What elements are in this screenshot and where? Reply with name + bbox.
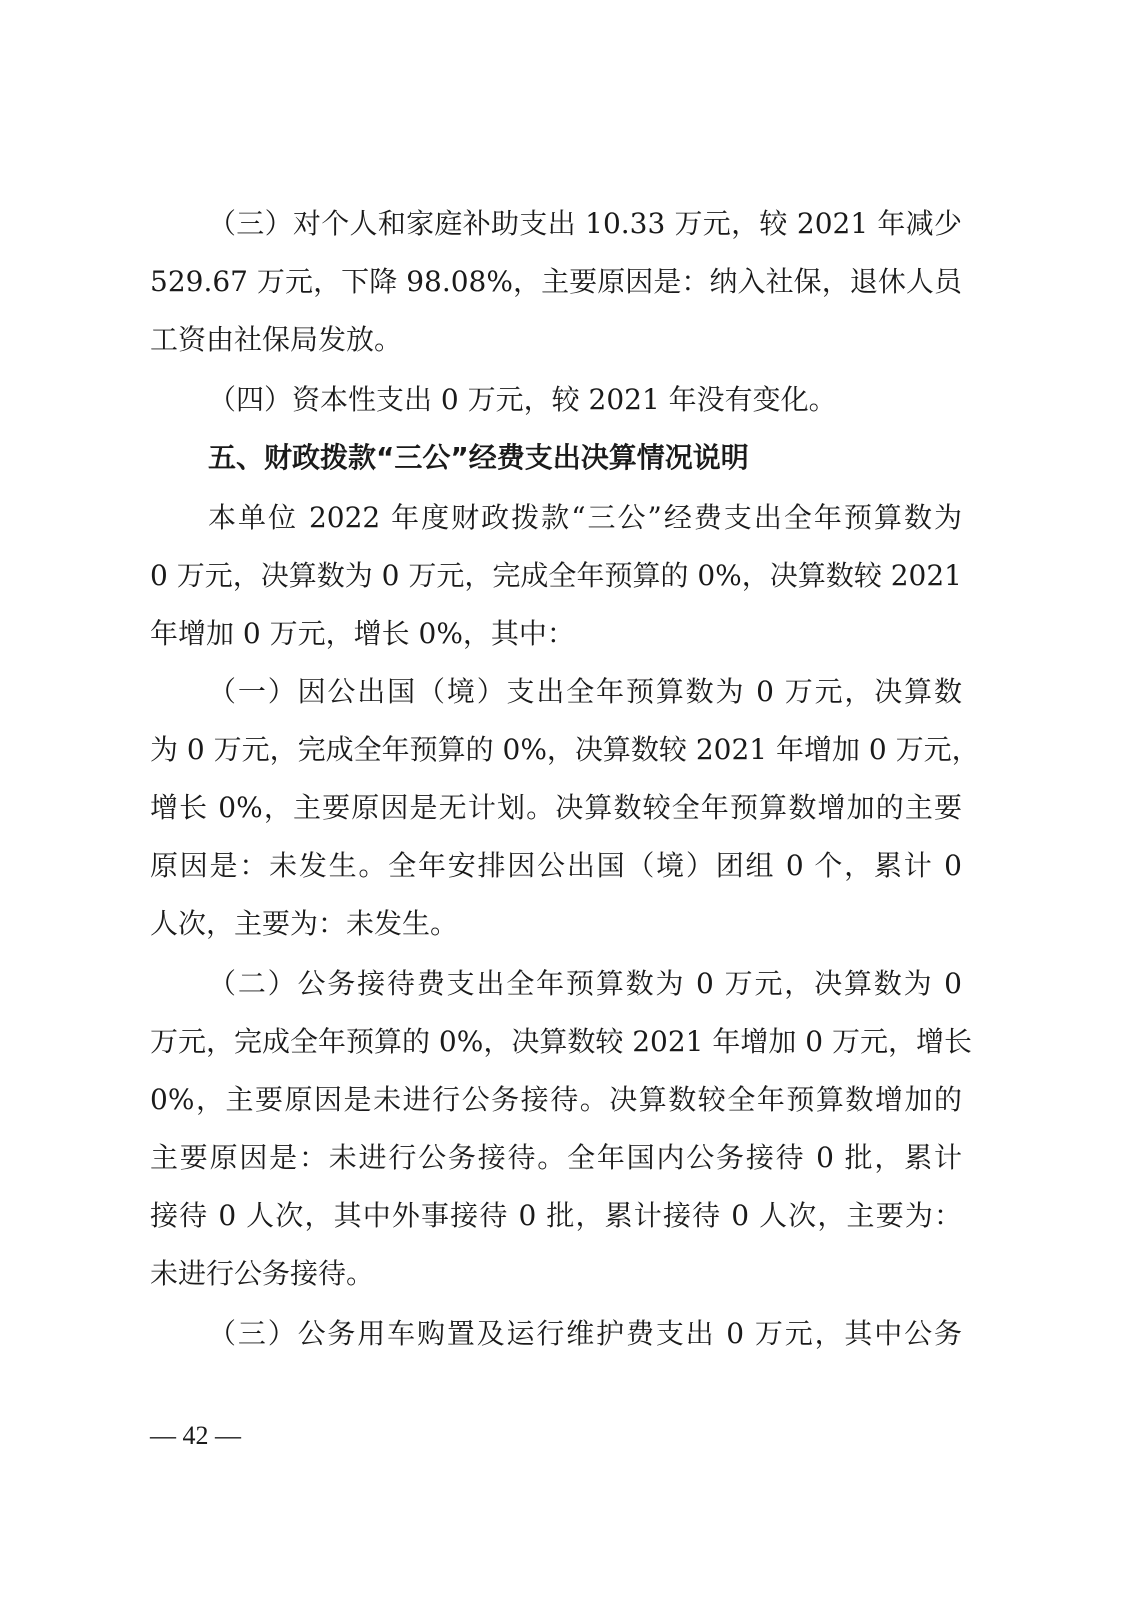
page-number: — 42 — xyxy=(150,1421,241,1450)
paragraph-line: 为 0 万元，完成全年预算的 0%，决算数较 2021 年增加 0 万元， xyxy=(150,733,980,766)
section-heading: 五、财政拨款“三公”经费支出决算情况说明 xyxy=(208,441,749,474)
paragraph-line: 0 万元，决算数为 0 万元，完成全年预算的 0%，决算数较 2021 xyxy=(150,559,962,592)
paragraph-line: 主要原因是：未进行公务接待。全年国内公务接待 0 批，累计 xyxy=(150,1141,962,1174)
paragraph-line: 人次，主要为：未发生。 xyxy=(150,907,459,940)
paragraph-line: （三）对个人和家庭补助支出 10.33 万元，较 2021 年减少 xyxy=(208,207,962,240)
paragraph-line: 增长 0%，主要原因是无计划。决算数较全年预算数增加的主要 xyxy=(150,791,962,824)
paragraph-line: （四）资本性支出 0 万元，较 2021 年没有变化。 xyxy=(208,383,837,416)
paragraph-line: 工资由社保局发放。 xyxy=(150,323,403,356)
paragraph-line: 未进行公务接待。 xyxy=(150,1257,375,1290)
paragraph-line: （一）因公出国（境）支出全年预算数为 0 万元，决算数 xyxy=(208,675,962,708)
paragraph-line: 原因是：未发生。全年安排因公出国（境）团组 0 个，累计 0 xyxy=(150,849,962,882)
paragraph-line: （三）公务用车购置及运行维护费支出 0 万元，其中公务 xyxy=(208,1317,962,1350)
paragraph-line: 万元，完成全年预算的 0%，决算数较 2021 年增加 0 万元，增长 xyxy=(150,1025,972,1058)
paragraph-line: （二）公务接待费支出全年预算数为 0 万元，决算数为 0 xyxy=(208,967,962,1000)
paragraph-line: 529.67 万元，下降 98.08%，主要原因是：纳入社保，退休人员 xyxy=(150,265,962,298)
paragraph-line: 0%，主要原因是未进行公务接待。决算数较全年预算数增加的 xyxy=(150,1083,962,1116)
paragraph-line: 年增加 0 万元，增长 0%，其中： xyxy=(150,617,575,650)
paragraph-line: 接待 0 人次，其中外事接待 0 批，累计接待 0 人次，主要为： xyxy=(150,1199,962,1232)
paragraph-line: 本单位 2022 年度财政拨款“三公”经费支出全年预算数为 xyxy=(208,501,962,534)
